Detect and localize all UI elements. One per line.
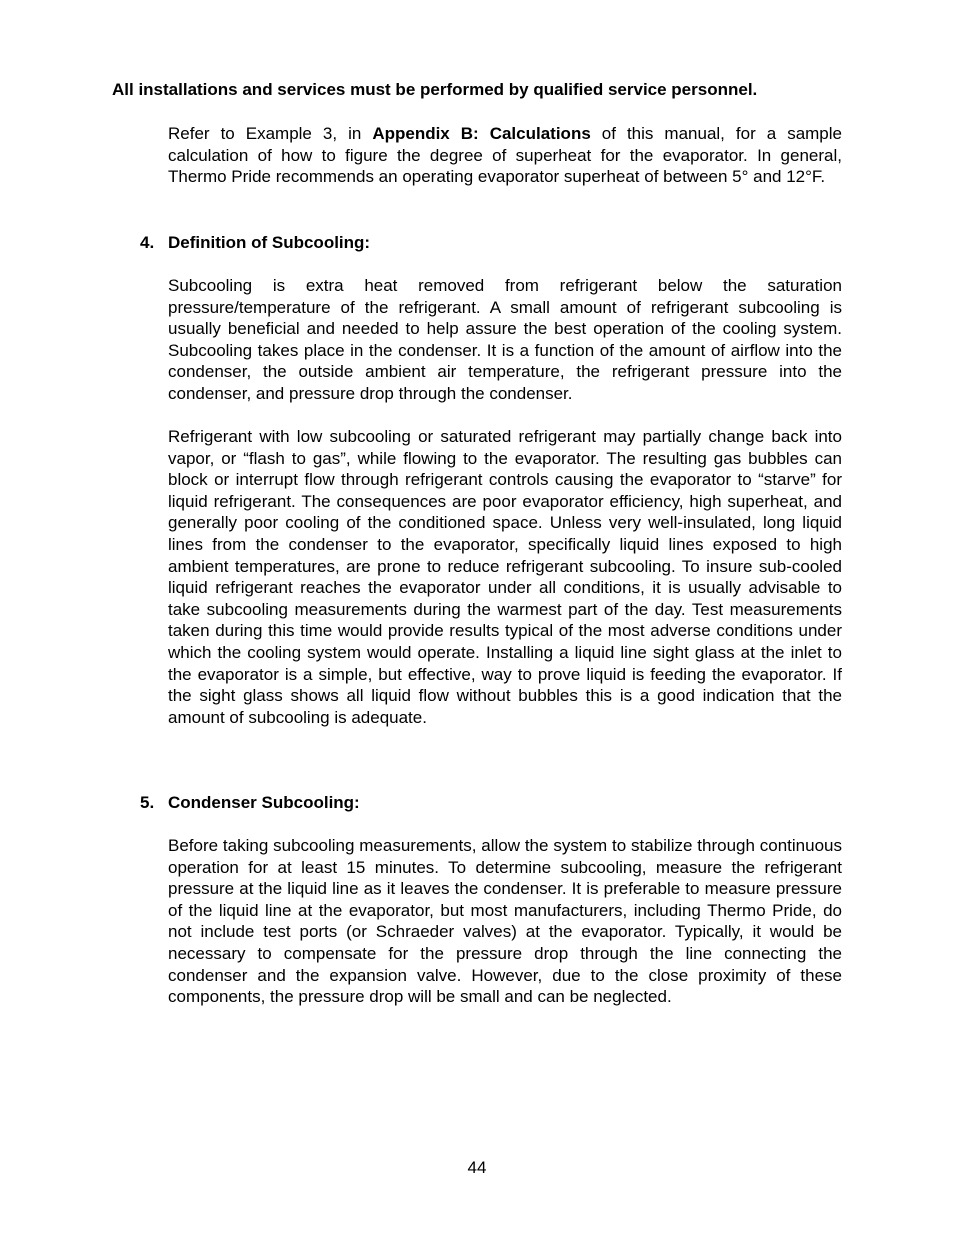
section-5-title: Condenser Subcooling: (168, 793, 360, 812)
appendix-reference: Appendix B: Calculations (372, 124, 591, 143)
section-4-title: Definition of Subcooling: (168, 233, 371, 252)
safety-warning: All installations and services must be performed by qualified service personnel. (112, 80, 758, 99)
section-5-paragraph-1: Before taking subcooling measurements, allow the system to stabilize through continuous operation for at least 15 minutes. To determine subcooling, measure the refrigerant pressure at the liquid line as it leaves the condenser. It is preferable to measure pressure of the liquid line at the evaporator, but most manufacturers, including Thermo Pride, do not include test ports (or Schraeder valves) at the evaporator. Typically, it would be necessary to compensate for the pressure drop through the line connecting the condenser and the expansion valve. However, due to the close proximity of these components, the pressure drop will be small and can be neglected. (168, 836, 842, 1007)
section-4-number: 4. (140, 233, 155, 252)
section-5-number: 5. (140, 793, 155, 812)
page-number: 44 (467, 1158, 487, 1177)
section-4-heading (140, 232, 370, 254)
section-4-paragraph-1: Subcooling is extra heat removed from refrigerant below the saturation pressure/temperature of the refrigerant. A small amount of refrigerant subcooling is usually beneficial and needed to help assure the best operation of the cooling system. Subcooling takes place in the condenser. It is a function of the amount of airflow into the condenser, the outside ambient air temperature, the refrigerant pressure into the condenser, and pressure drop through the condenser. (168, 276, 842, 403)
section-5-heading (140, 792, 360, 814)
section-4-paragraph-2: Refrigerant with low subcooling or saturated refrigerant may partially change back into vapor, or “flash to gas”, while flowing to the evaporator. The resulting gas bubbles can block or interrupt flow through refrigerant controls causing the evaporator to “starve” for liquid refrigerant. The consequences are poor evaporator efficiency, high superheat, and generally poor cooling of the conditioned space. Unless very well-insulated, long liquid lines from the condenser to the evaporator, specifically liquid lines exposed to high ambient temperatures, are prone to reduce refrigerant subcooling. To insure sub-cooled liquid refrigerant reaches the evaporator under all conditions, it is usually advisable to take subcooling measurements during the warmest part of the day. Test measurements taken during this time would provide results typical of the most adverse conditions under which the cooling system would operate. Installing a liquid line sight glass at the inlet to the evaporator is a simple, but effective, way to prove liquid is feeding the evaporator. If the sight glass shows all liquid flow without bubbles this is a good indication that the amount of subcooling is adequate. (168, 427, 842, 727)
intro-text-post: of this manual, for a sample calculation of how to figure the degree of superheat for the evaporator. In general, Thermo Pride recommends an operating evaporator superheat of between 5° and 12°F. (168, 124, 842, 187)
intro-paragraph (168, 123, 842, 188)
intro-text-pre: Refer to Example 3, in (168, 124, 373, 143)
